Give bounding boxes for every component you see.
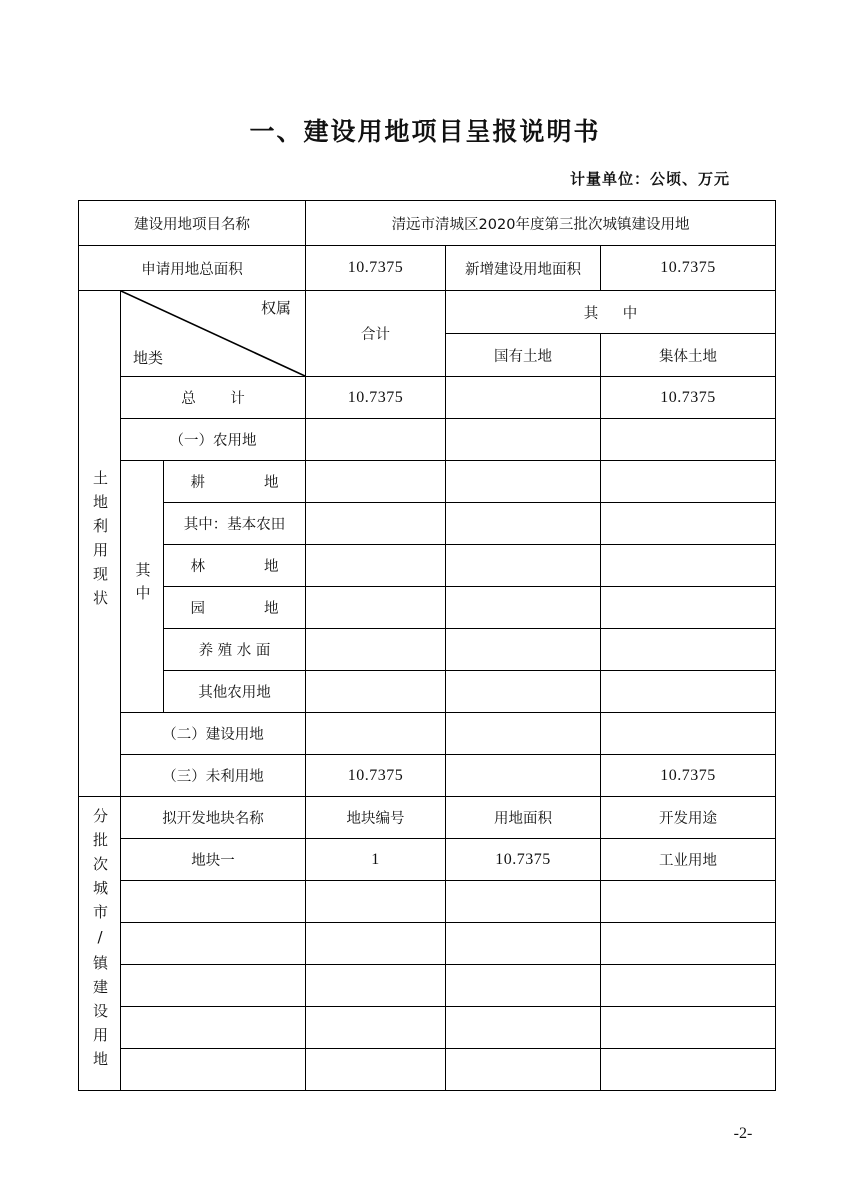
new-construction-area-label: 新增建设用地面积 — [446, 246, 601, 291]
cell-forest-sum — [306, 545, 446, 587]
cell-aquaculture-collective — [601, 629, 776, 671]
measurement-unit-note: 计量单位：公顷、万元 — [569, 170, 730, 188]
parcel-purpose-header: 开发用途 — [601, 797, 776, 839]
parcel-name-1: 地块一 — [121, 839, 306, 881]
among-column-label: 其 中 — [446, 291, 776, 334]
apply-area-label: 申请用地总面积 — [79, 246, 306, 291]
parcel-code-3 — [306, 923, 446, 965]
apply-area-value: 10.7375 — [306, 246, 446, 291]
cell-cultivated-state — [446, 461, 601, 503]
cell-garden-sum — [306, 587, 446, 629]
row-label-unused: （三）未利用地 — [121, 755, 306, 797]
cell-construction-collective — [601, 713, 776, 755]
cell-construction-sum — [306, 713, 446, 755]
parcel-purpose-5 — [601, 1007, 776, 1049]
project-name-label: 建设用地项目名称 — [79, 201, 306, 246]
page-footer — [0, 1125, 850, 1143]
landtype-label: 地类 — [133, 349, 164, 367]
total-column-label: 合计 — [306, 291, 446, 377]
table-row-parcel-3 — [79, 923, 776, 965]
parcel-purpose-3 — [601, 923, 776, 965]
row-label-total: 总 计 — [121, 377, 306, 419]
cell-agricultural-collective — [601, 419, 776, 461]
parcel-code-6 — [306, 1049, 446, 1091]
land-use-report-table — [78, 200, 775, 1075]
table-row-parcel-4 — [79, 965, 776, 1007]
parcel-name-header: 拟开发地块名称 — [121, 797, 306, 839]
parcel-name-3 — [121, 923, 306, 965]
parcel-area-5 — [446, 1007, 601, 1049]
table-row-project-name — [79, 201, 776, 246]
among-vertical-label — [121, 461, 164, 713]
row-label-aquaculture: 养 殖 水 面 — [164, 629, 306, 671]
cell-unused-collective: 10.7375 — [601, 755, 776, 797]
parcel-name-6 — [121, 1049, 306, 1091]
parcel-name-2 — [121, 881, 306, 923]
row-label-basic-farmland: 其中：基本农田 — [164, 503, 306, 545]
parcel-purpose-4 — [601, 965, 776, 1007]
cell-total-sum: 10.7375 — [306, 377, 446, 419]
cell-construction-state — [446, 713, 601, 755]
cell-aquaculture-state — [446, 629, 601, 671]
table-row-construction — [79, 713, 776, 755]
page-number: -2- — [733, 1125, 753, 1142]
table-row-parcel-2 — [79, 881, 776, 923]
new-construction-area-value: 10.7375 — [601, 246, 776, 291]
parcel-area-4 — [446, 965, 601, 1007]
row-label-agricultural: （一）农用地 — [121, 419, 306, 461]
table-row-parcel-5 — [79, 1007, 776, 1049]
table-row-parcel-header — [79, 797, 776, 839]
cell-garden-collective — [601, 587, 776, 629]
table-row-unused — [79, 755, 776, 797]
parcel-area-1: 10.7375 — [446, 839, 601, 881]
table-row-cultivated — [79, 461, 776, 503]
parcel-code-2 — [306, 881, 446, 923]
table-row-other-agricultural — [79, 671, 776, 713]
table-row-basic-farmland — [79, 503, 776, 545]
parcel-purpose-2 — [601, 881, 776, 923]
cell-unused-sum: 10.7375 — [306, 755, 446, 797]
ownership-label: 权属 — [260, 299, 291, 317]
table-row-header-ownership — [79, 291, 776, 334]
cell-unused-state — [446, 755, 601, 797]
cell-forest-state — [446, 545, 601, 587]
row-label-cultivated: 耕 地 — [164, 461, 306, 503]
collective-land-label: 集体土地 — [601, 334, 776, 377]
table-row-garden — [79, 587, 776, 629]
parcel-area-2 — [446, 881, 601, 923]
table-row-forest — [79, 545, 776, 587]
table-row-aquaculture — [79, 629, 776, 671]
land-use-status-vertical-label — [79, 291, 121, 797]
cell-basic-farmland-collective — [601, 503, 776, 545]
parcel-purpose-6 — [601, 1049, 776, 1091]
table-row-parcel-6 — [79, 1049, 776, 1091]
batch-construction-vertical-text: 分批次城市/镇建设用地 — [91, 808, 109, 1075]
parcel-area-6 — [446, 1049, 601, 1091]
table-row-area — [79, 246, 776, 291]
state-land-label: 国有土地 — [446, 334, 601, 377]
cell-cultivated-sum — [306, 461, 446, 503]
parcel-name-5 — [121, 1007, 306, 1049]
cell-other-agricultural-sum — [306, 671, 446, 713]
parcel-purpose-1: 工业用地 — [601, 839, 776, 881]
among-vertical-text: 其中 — [133, 561, 152, 608]
cell-total-collective: 10.7375 — [601, 377, 776, 419]
cell-garden-state — [446, 587, 601, 629]
cell-aquaculture-sum — [306, 629, 446, 671]
parcel-name-4 — [121, 965, 306, 1007]
ownership-landtype-diagonal-cell — [121, 291, 306, 377]
parcel-area-3 — [446, 923, 601, 965]
table-row-agricultural — [79, 419, 776, 461]
parcel-code-5 — [306, 1007, 446, 1049]
row-label-forest: 林 地 — [164, 545, 306, 587]
row-label-construction: （二）建设用地 — [121, 713, 306, 755]
cell-agricultural-state — [446, 419, 601, 461]
cell-other-agricultural-collective — [601, 671, 776, 713]
page-title: 一、建设用地项目呈报说明书 — [249, 117, 601, 146]
row-label-other-agricultural: 其他农用地 — [164, 671, 306, 713]
table-row-total — [79, 377, 776, 419]
parcel-area-header: 用地面积 — [446, 797, 601, 839]
cell-basic-farmland-state — [446, 503, 601, 545]
land-use-status-text: 土地利用现状 — [91, 469, 109, 614]
batch-construction-vertical-label — [79, 797, 121, 1091]
table-row-parcel-1 — [79, 839, 776, 881]
parcel-code-1: 1 — [306, 839, 446, 881]
cell-basic-farmland-sum — [306, 503, 446, 545]
row-label-garden: 园 地 — [164, 587, 306, 629]
parcel-code-header: 地块编号 — [306, 797, 446, 839]
cell-cultivated-collective — [601, 461, 776, 503]
parcel-code-4 — [306, 965, 446, 1007]
cell-agricultural-sum — [306, 419, 446, 461]
project-name-value: 清远市清城区2020年度第三批次城镇建设用地 — [306, 201, 776, 246]
cell-other-agricultural-state — [446, 671, 601, 713]
cell-forest-collective — [601, 545, 776, 587]
cell-total-state — [446, 377, 601, 419]
